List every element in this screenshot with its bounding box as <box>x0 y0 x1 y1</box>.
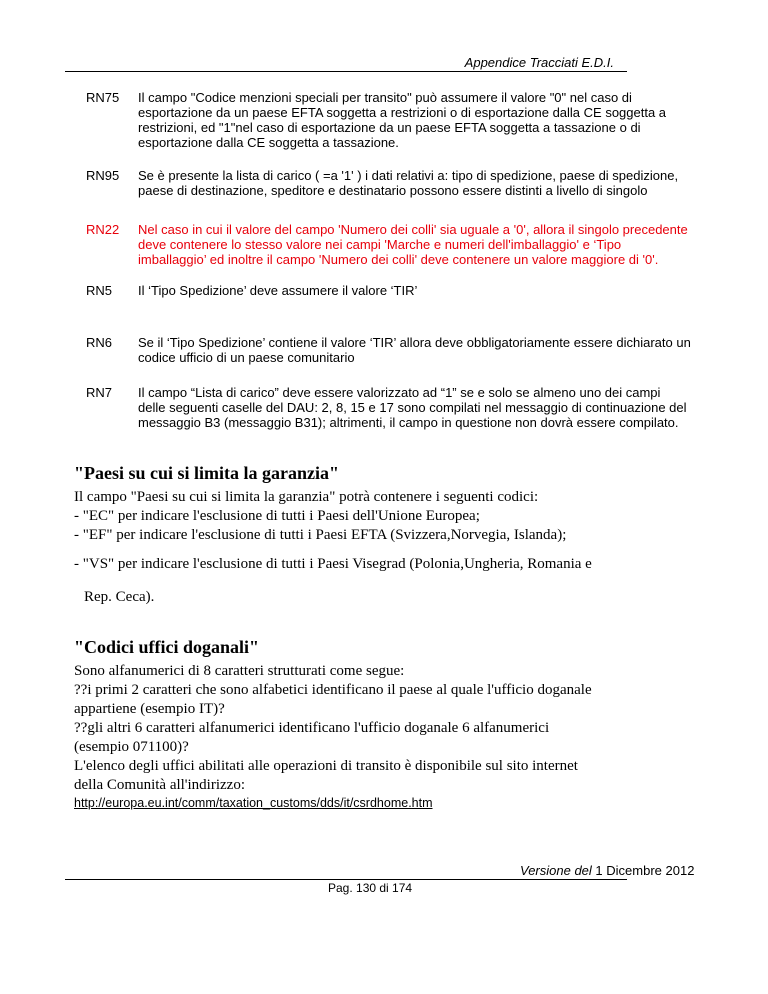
rule-text-line: Nel caso in cui il valore del campo 'Numero dei colli' sia uguale a '0', allora il singolo precedente <box>138 222 688 237</box>
rule-text-line: restrizioni, ed "1"nel caso di esportazione da un paese EFTA soggetta a tassazione o di <box>138 120 641 135</box>
rule-text <box>138 90 698 150</box>
rule-text-line: Se il ‘Tipo Spedizione’ contiene il valore ‘TIR’ allora deve obbligatoriamente essere dichiarato un <box>138 335 691 350</box>
rule-text-line: imballaggio’ ed inoltre il campo 'Numero dei colli' deve contenere un valore maggiore di '0'. <box>138 252 659 267</box>
rule-code: RN75 <box>86 90 120 105</box>
footer-version <box>520 863 694 878</box>
rule-text-line: Se è presente la lista di carico ( =a '1' ) i dati relativi a: tipo di spedizione, paese di spedizione, <box>138 168 679 183</box>
rule-text-line: esportazione da un paese EFTA soggetta a restrizioni o di esportazione dalla CE soggetta a <box>138 105 667 120</box>
paragraph-line: (esempio 071100)? <box>74 739 189 755</box>
rule-text-line: deve contenere lo stesso valore nei campi 'Marche e numeri dell'imballaggio' e ‘Tipo <box>138 237 622 252</box>
header-divider <box>65 71 627 72</box>
footer-divider <box>65 879 627 880</box>
paragraph-line: della Comunità all'indirizzo: <box>74 777 245 793</box>
section-paragraph <box>74 488 714 545</box>
rule-code: RN6 <box>86 335 113 350</box>
version-label: Versione del <box>520 863 592 878</box>
rule-text <box>138 335 698 365</box>
rule-text-line: codice ufficio di un paese comunitario <box>138 350 355 365</box>
paragraph-line: Sono alfanumerici di 8 caratteri strutturati come segue: <box>74 663 405 679</box>
rule-text <box>138 283 698 298</box>
section-title-paesi-garanzia: "Paesi su cui si limita la garanzia" <box>74 463 339 483</box>
rule-text-line: esportazione dalla CE soggetta a tassazione. <box>138 135 399 150</box>
rule-text-line: Il campo "Codice menzioni speciali per transito" può assumere il valore "0" nel caso di <box>138 90 632 105</box>
paragraph-line: - "EF" per indicare l'esclusione di tutti i Paesi EFTA (Svizzera,Norvegia, Islanda); <box>74 527 567 543</box>
rule-text-line: Il campo “Lista di carico” deve essere valorizzato ad “1” se e solo se almeno uno dei campi <box>138 385 661 400</box>
page-number: Pag. 130 di 174 <box>328 881 413 895</box>
rule-code: RN22 <box>86 222 120 237</box>
rule-text-line: Il ‘Tipo Spedizione’ deve assumere il valore ‘TIR’ <box>138 283 418 298</box>
paragraph-line: Il campo "Paesi su cui si limita la garanzia" potrà contenere i seguenti codici: <box>74 489 539 505</box>
rule-text-line: paese di destinazione, speditore e destinatario possono essere distinti a livello di singolo <box>138 183 648 198</box>
rule-code: RN95 <box>86 168 120 183</box>
paragraph-line: - "VS" per indicare l'esclusione di tutti i Paesi Visegrad (Polonia,Ungheria, Romania e <box>74 556 592 572</box>
rule-text <box>138 168 698 198</box>
paragraph-line: ??gli altri 6 caratteri alfanumerici identificano l'ufficio doganale 6 alfanumerici <box>74 720 550 736</box>
rule-text <box>138 222 698 267</box>
paragraph-line: appartiene (esempio IT)? <box>74 701 225 717</box>
section-title-codici-uffici: "Codici uffici doganali" <box>74 637 260 657</box>
paragraph-line: - "EC" per indicare l'esclusione di tutti i Paesi dell'Unione Europea; <box>74 508 480 524</box>
rule-text <box>138 385 698 430</box>
version-date: 1 Dicembre 2012 <box>595 863 695 878</box>
rule-code: RN7 <box>86 385 113 400</box>
paragraph-line: ??i primi 2 caratteri che sono alfabetici identificano il paese al quale l'ufficio doganale <box>74 682 592 698</box>
rule-text-line: delle seguenti caselle del DAU: 2, 8, 15 e 17 sono compilati nel messaggio di continuazione del <box>138 400 687 415</box>
paragraph-line: Rep. Ceca). <box>84 589 155 605</box>
section-paragraph <box>74 662 714 795</box>
header-title: Appendice Tracciati E.D.I. <box>464 55 614 70</box>
rule-code: RN5 <box>86 283 113 298</box>
rule-text-line: messaggio B3 (messaggio B31); altrimenti, il campo in questione non dovrà essere compilato. <box>138 415 679 430</box>
customs-offices-link[interactable]: http://europa.eu.int/comm/taxation_customs/dds/it/csrdhome.htm <box>74 796 433 810</box>
paragraph-line: L'elenco degli uffici abilitati alle operazioni di transito è disponibile sul sito internet <box>74 758 578 774</box>
